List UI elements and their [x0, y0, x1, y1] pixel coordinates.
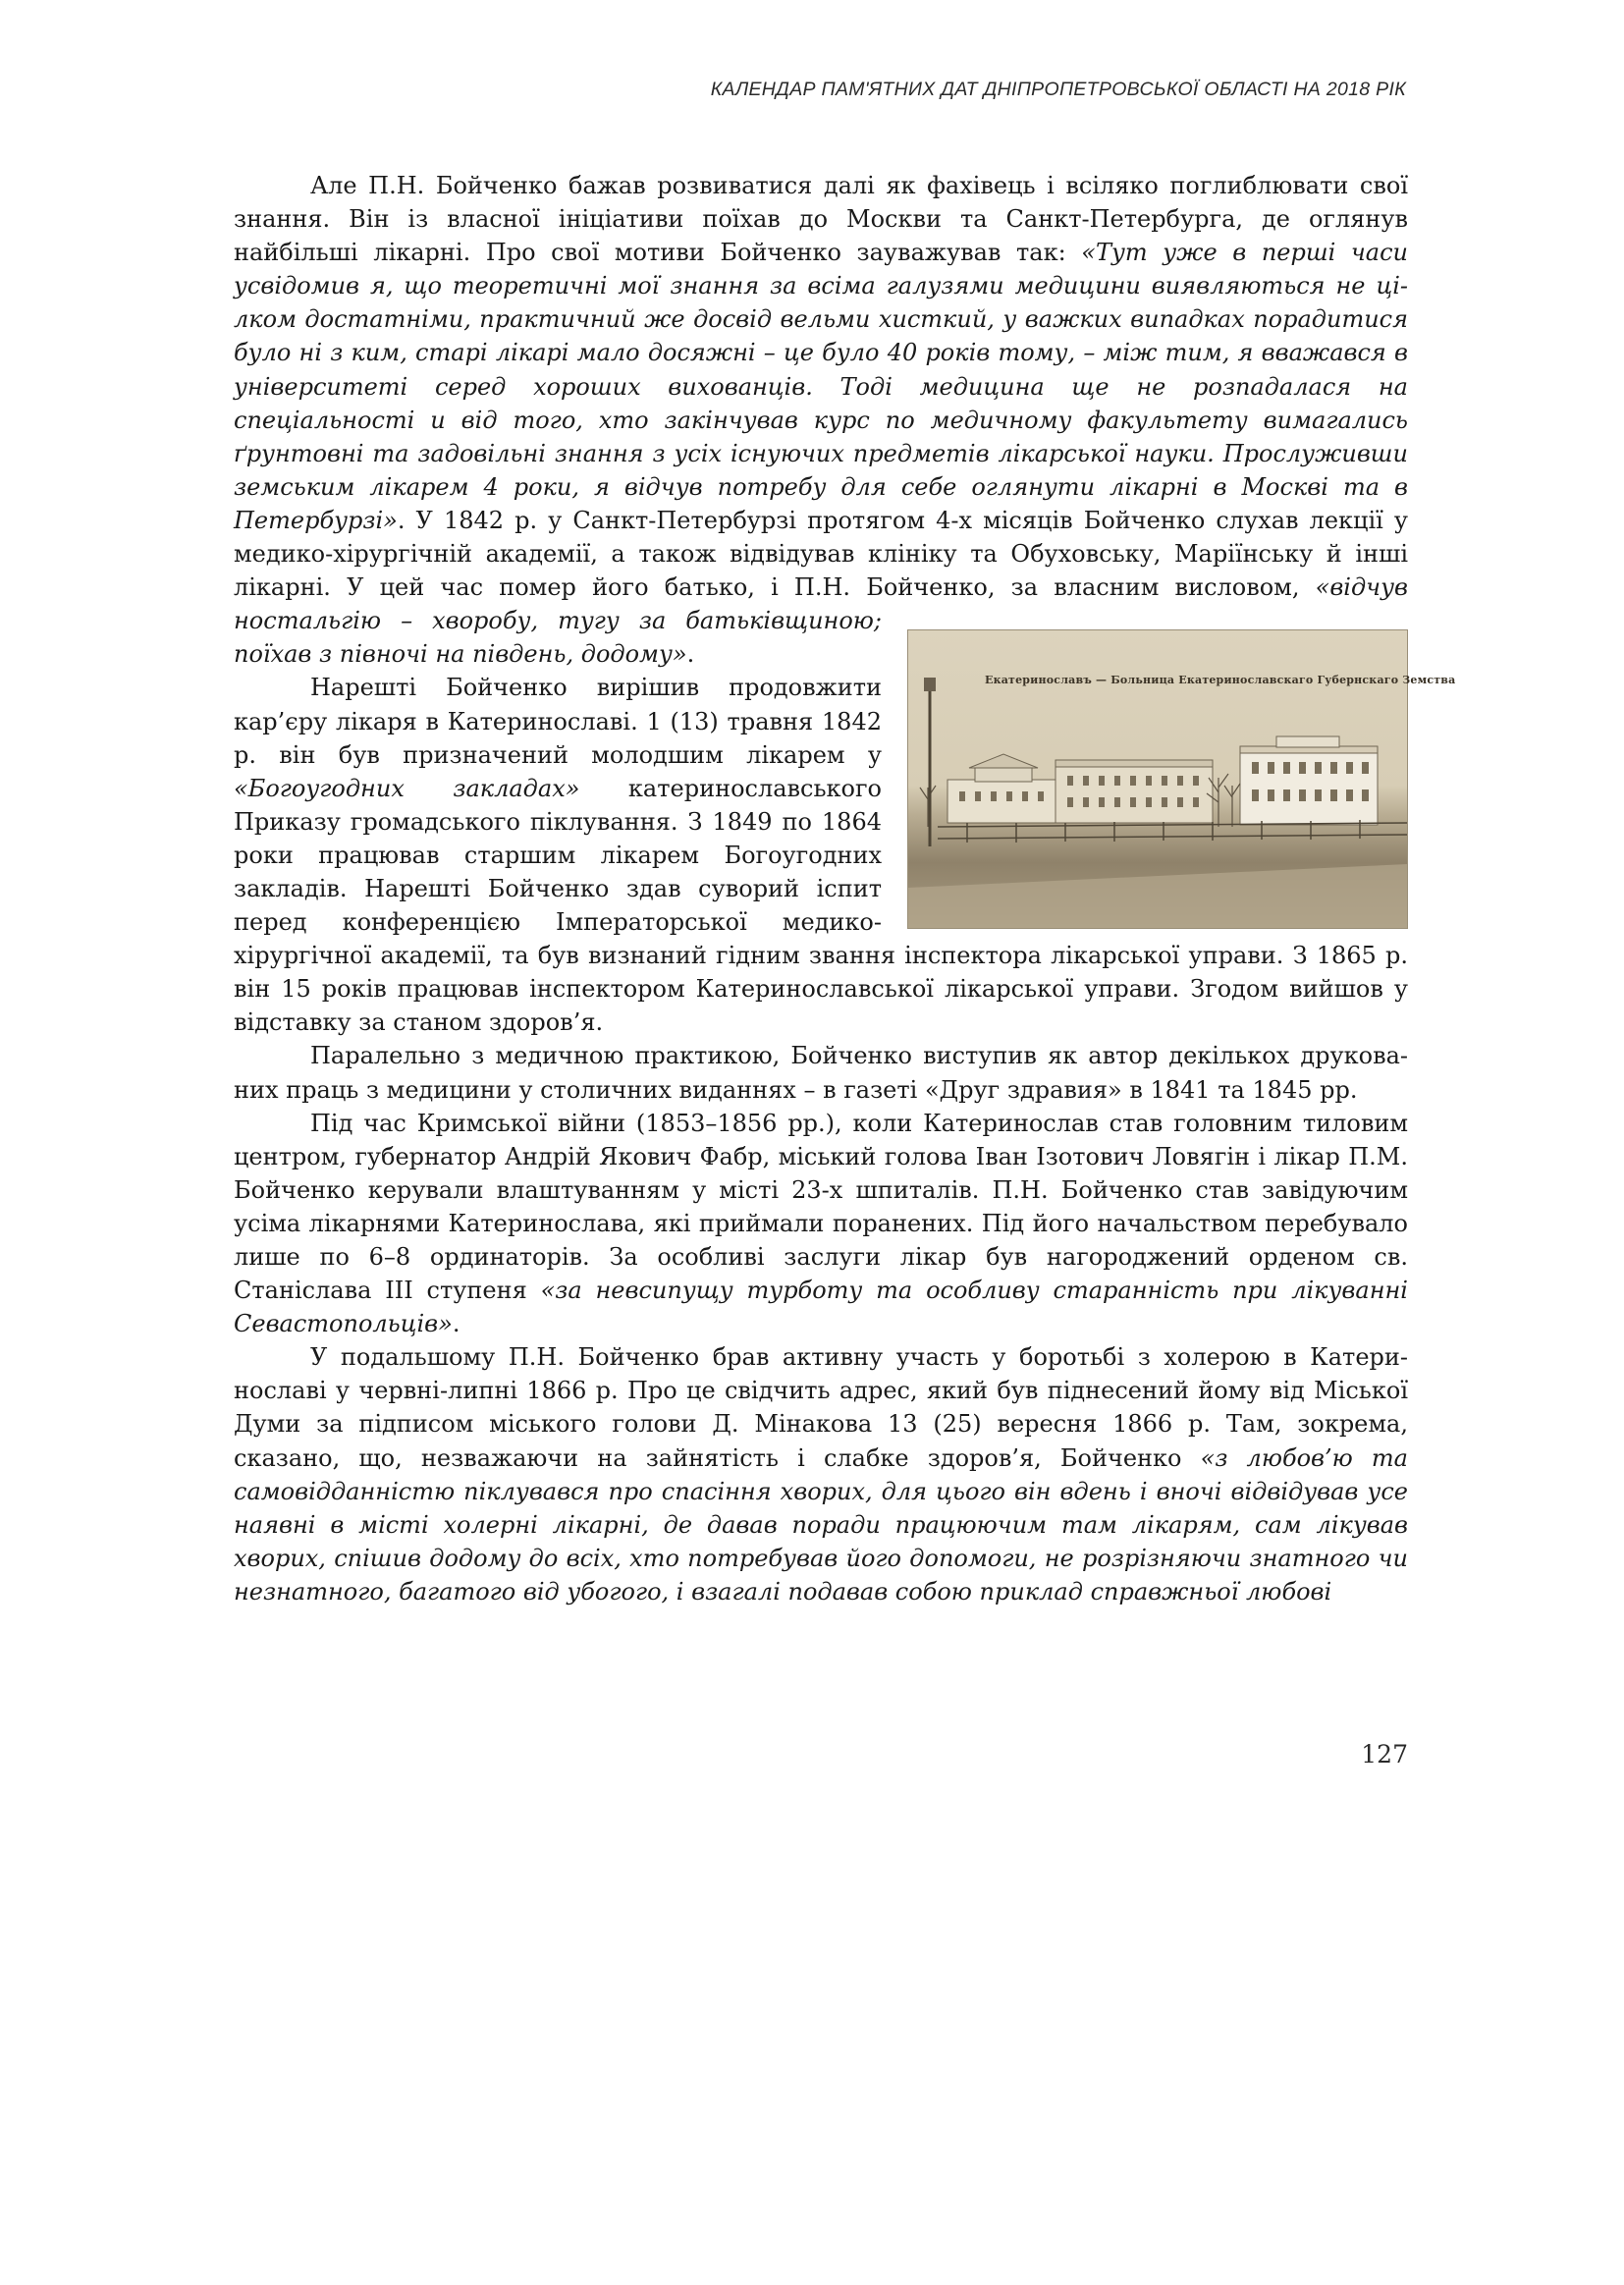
- running-header: КАЛЕНДАР ПАМ'ЯТНИХ ДАТ ДНІПРОПЕТРОВСЬКОЇ ОБЛАСТІ НА 2018 РІК: [710, 79, 1406, 100]
- paragraph-2-text-b: катеринославського Приказу громадського піклування. З 1849 по 1864 роки працював старшим лікарем Богоугодних закладів. Нарешті Бойченко здав суворий іспит перед конференцією Імператорської медико-хірургічної академії, та був визнаний гідним звання інспектора лікарської управи. З 1865 р. він 15 років працював інспектором Катеринославської лікарської управи. Згодом вийшов у відставку за станом здоров’я.: [234, 774, 1408, 1037]
- paragraph-1-end: .: [686, 640, 695, 669]
- page-number: 127: [1361, 1740, 1408, 1768]
- paragraph-4-end: .: [452, 1310, 460, 1338]
- paragraph-1: [234, 169, 1456, 687]
- paragraph-4-quote: «за невсипущу турботу та особливу старанність при лікуванні Севастопольців»: [234, 1277, 1408, 1338]
- article-body: [234, 169, 1456, 1608]
- paragraph-1-text-a: Але П.Н. Бойченко бажав розвиватися далі як фахівець і всіляко поглиблювати свої знання. Він із власної ініціативи поїхав до Москви та Санкт-Петербурга, де оглянув найбільші лікарні. Про свої мотиви Бойченко зауважував так:: [234, 172, 1408, 267]
- paragraph-5: [234, 1340, 1408, 1608]
- paragraph-4: [234, 1107, 1408, 1341]
- paragraph-2-text-a: Нарешті Бойченко вирішив продовжити кар’єру лікаря в Катеринославі. 1 (13) травня 1842 р. він був призначений молодшим лікарем у: [234, 674, 882, 769]
- hospital-photo: [907, 629, 1456, 929]
- paragraph-1-quote: «Тут уже в перші часи усвідомив я, що теоретичні мої знання за всіма галузями медицини виявляються не цілком достатніми, практичний же досвід вельми хисткий, у важких випадках порадитися було ні з ким, старі лікарі мало досяжні – це було 40 років тому, – між тим, я вважався в університеті серед хороших вихованців. Тоді медицина ще не розпадалася на спеціальності и від того, хто закінчував курс по медичному факультету вимагались ґрунтовні та задовільні знання з усіх існуючих предметів лікарської науки. Прослуживши земським лікарем 4 роки, я відчув потребу для себе оглянути лікарні в Москві та в Петербурзі»: [234, 239, 1408, 534]
- paragraph-3: Паралельно з медичною практикою, Бойченко виступив як автор декількох друкованих праць з медицини у столичних виданнях – в газеті «Друг здравия» в 1841 та 1845 рр.: [234, 1042, 1408, 1104]
- paragraph-1-text-b: . У 1842 р. у Санкт-Петербурзі протягом 4-х місяців Бойченко слухав лекції у медико-хірургічній академії, а також відвідував клініку та Обуховську, Маріїнську й інші лікарні. У цей час помер його батько, і П.Н. Бойченко, за власним висловом,: [234, 506, 1408, 602]
- paragraph-5-quote: «з любов’ю та самовідданністю піклувався про спасіння хворих, для цього він вдень і вночі відвідував усе наявні в місті холерні лікарні, де давав поради працюючим там лікарям, сам лікував хворих, спішив додому до всіх, хто потребував його допомоги, не розрізняючи знатного чи незнатного, багатого від убогого, і взагалі подавав собою приклад справжньої любові: [234, 1443, 1408, 1605]
- hospital-photo-caption: Екатеринославъ — Больница Екатеринославскаго Губернскаго Земства: [985, 674, 1456, 687]
- paragraph-5-text-a: У подальшому П.Н. Бойченко брав активну участь у боротьбі з холерою в Катеринославі у червні-липні 1866 р. Про це свідчить адрес, який був піднесений йому від Міської Думи за підписом міського голови Д. Мінакова 13 (25) вересня 1866 р. Там, зокрема, сказано, що, незважаючи на зайнятість і слабке здоров’я, Бойченко: [234, 1343, 1408, 1472]
- paragraph-2-quote: «Богоугодних закладах»: [234, 774, 580, 802]
- paragraph-1-quote-2: «відчув ностальгію – хворобу, тугу за батьківщиною; поїхав з півночі на південь, додому»: [234, 573, 1408, 669]
- paragraph-4-text-a: Під час Кримської війни (1853–1856 рр.), коли Катеринослав став головним тиловим центром, губернатор Андрій Якович Фабр, міський голова Іван Ізотович Ловягін і лікар П.М. Бойченко керували влаштуванням у місті 23-х шпиталів. П.Н. Бойченко став завідуючим усіма лікарнями Катеринослава, які приймали поранених. Під його начальством перебувало лише по 6–8 ординаторів. За особливі заслуги лікар був нагороджений орденом св. Станіслава ІІІ ступеня: [234, 1109, 1408, 1305]
